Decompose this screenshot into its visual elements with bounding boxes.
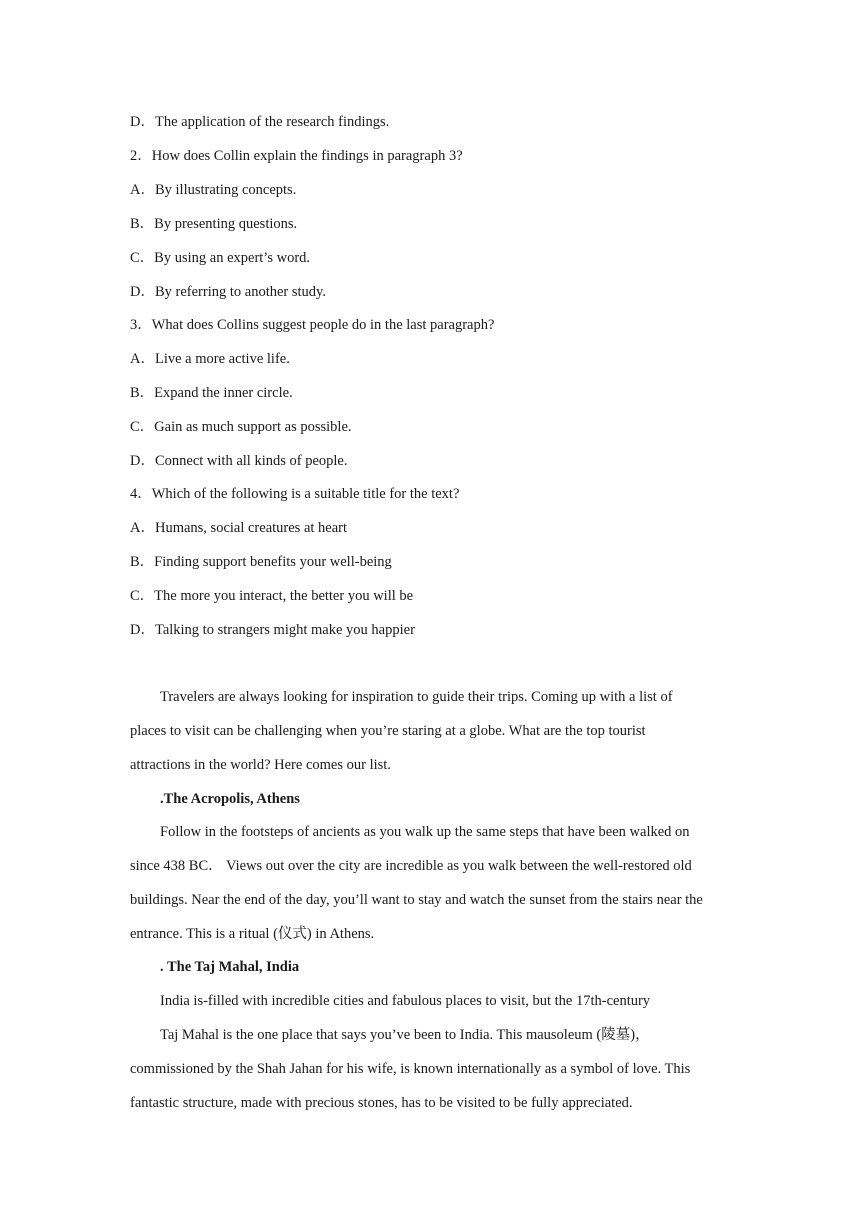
q4-option-b: B．Finding support benefits your well-being: [130, 554, 392, 570]
section-taj-mahal-line: India is-filled with incredible cities and fabulous places to visit, but the 17th-century: [160, 993, 651, 1009]
section-heading-acropolis: .The Acropolis, Athens: [160, 791, 300, 807]
section-taj-mahal-line: commissioned by the Shah Jahan for his wife, is known internationally as a symbol of love. This: [130, 1061, 691, 1077]
q2-option-a: A．By illustrating concepts.: [130, 182, 297, 198]
section-acropolis-line: entrance. This is a ritual (仪式) in Athens.: [130, 926, 375, 942]
section-taj-mahal-line: fantastic structure, made with precious stones, has to be visited to be fully appreciated.: [130, 1095, 633, 1111]
passage-intro-line: Travelers are always looking for inspiration to guide their trips. Coming up with a list of: [160, 689, 673, 705]
q4-stem: 4．Which of the following is a suitable title for the text?: [130, 486, 460, 502]
q1-option-d: D．The application of the research findings.: [130, 114, 390, 130]
q3-stem: 3．What does Collins suggest people do in the last paragraph?: [130, 317, 495, 333]
q3-option-d: D．Connect with all kinds of people.: [130, 453, 348, 469]
q2-option-b: B．By presenting questions.: [130, 216, 298, 232]
q3-option-c: C．Gain as much support as possible.: [130, 419, 352, 435]
section-taj-mahal-line: Taj Mahal is the one place that says you’ve been to India. This mausoleum (陵墓)，: [160, 1027, 650, 1043]
q3-option-a: A．Live a more active life.: [130, 351, 290, 367]
section-heading-taj-mahal: . The Taj Mahal, India: [160, 959, 300, 975]
q3-option-b: B．Expand the inner circle.: [130, 385, 293, 401]
q4-option-d: D．Talking to strangers might make you happier: [130, 622, 415, 638]
section-acropolis-line: since 438 BC． Views out over the city are incredible as you walk between the well-restored old: [130, 858, 692, 874]
passage-intro-line: attractions in the world? Here comes our list.: [130, 757, 391, 773]
section-acropolis-line: Follow in the footsteps of ancients as you walk up the same steps that have been walked on: [160, 824, 690, 840]
q2-option-d: D．By referring to another study.: [130, 284, 326, 300]
passage-intro-line: places to visit can be challenging when you’re staring at a globe. What are the top tourist: [130, 723, 646, 739]
q4-option-c: C．The more you interact, the better you will be: [130, 588, 414, 604]
q2-stem: 2．How does Collin explain the findings in paragraph 3?: [130, 148, 463, 164]
q2-option-c: C．By using an expert’s word.: [130, 250, 311, 266]
q4-option-a: A．Humans, social creatures at heart: [130, 520, 348, 536]
section-acropolis-line: buildings. Near the end of the day, you’ll want to stay and watch the sunset from the stairs near the: [130, 892, 703, 908]
